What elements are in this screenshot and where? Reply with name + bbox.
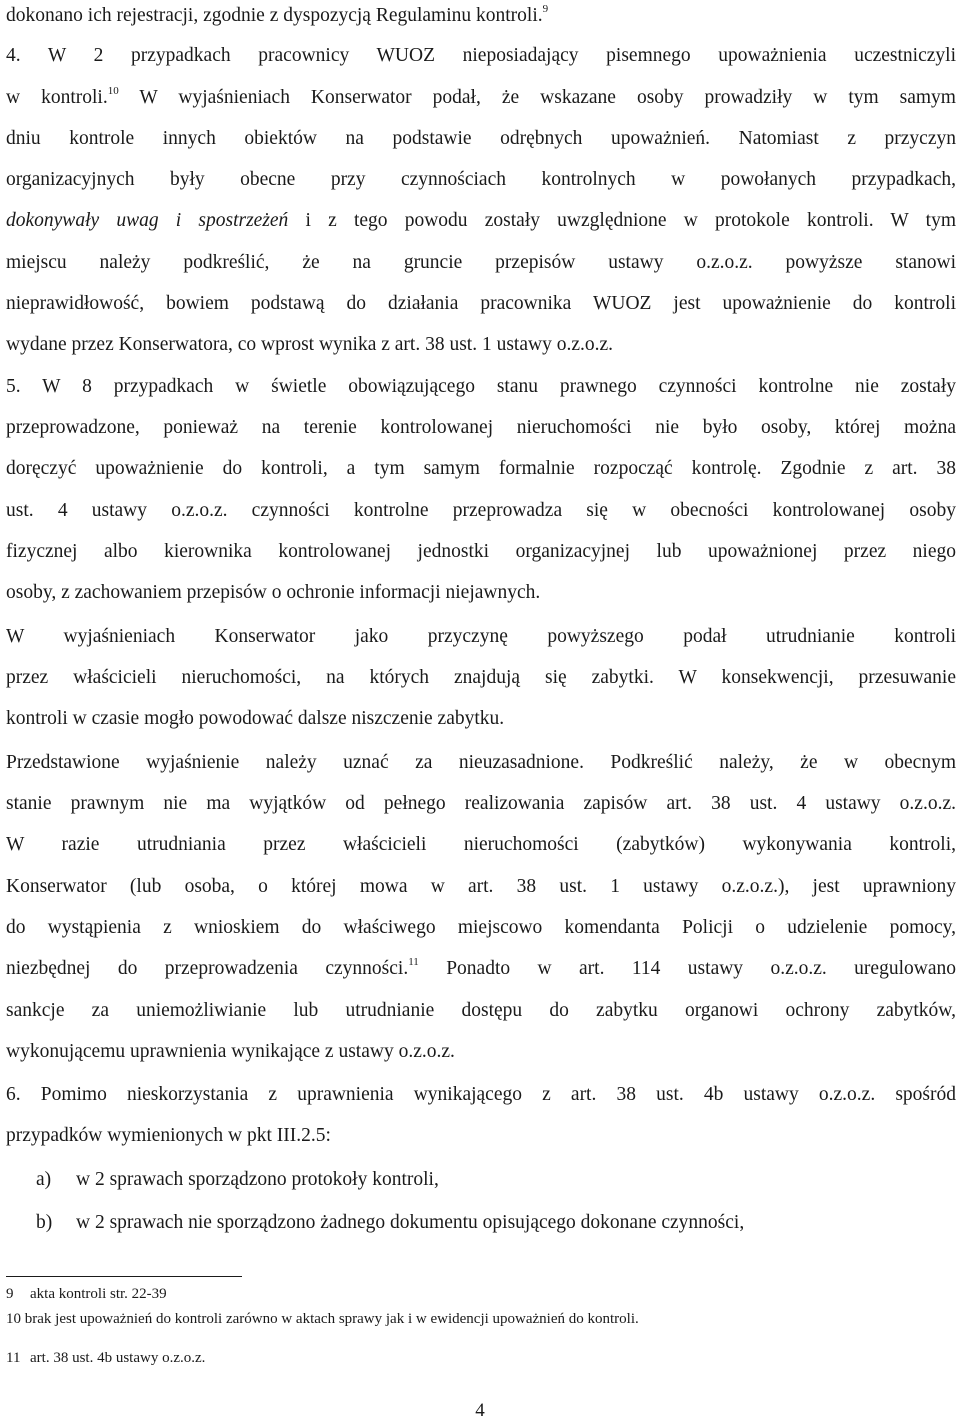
paragraph-line: niezbędnej do przeprowadzenia czynności.$^{11}$ Ponadto w art. 114 ustawy o.z.o.z. uregulowano [6, 956, 956, 979]
paragraph-line: doręczyć upoważnienie do kontroli, a tym samym formalnie rozpocząć kontrolę. Zgodnie z art. 38 [6, 458, 956, 479]
paragraph-line: nieprawidłowość, bowiem podstawą do działania pracownika WUOZ jest upoważnienie do kontroli [6, 293, 956, 314]
footnote-ref[interactable]: 11 [408, 956, 419, 968]
paragraph-line: przypadków wymienionych w pkt III.2.5: [6, 1125, 331, 1146]
footnote: 10 brak jest upoważnień do kontroli zarówno w aktach sprawy jak i w ewidencji upoważnień do kontroli. [6, 1311, 639, 1327]
footnote-ref[interactable]: 9 [542, 3, 549, 15]
paragraph-line: 4. W 2 przypadkach pracownicy WUOZ nieposiadający pisemnego upoważnienia uczestniczyli [6, 45, 956, 66]
paragraph-line: stanie prawnym nie ma wyjątków od pełnego realizowania zapisów art. 38 ust. 4 ustawy o.z.o.z. [6, 793, 956, 814]
paragraph-line: 6. Pomimo nieskorzystania z uprawnienia wynikającego z art. 38 ust. 4b ustawy o.z.o.z. spośród [6, 1084, 956, 1105]
list-marker: b) [36, 1212, 53, 1233]
paragraph-line: kontroli w czasie mogło powodować dalsze niszczenie zabytku. [6, 708, 505, 729]
paragraph-line: sankcje za uniemożliwianie lub utrudnianie dostępu do zabytku organowi ochrony zabytków, [6, 1000, 956, 1021]
paragraph-line: fizycznej albo kierownika kontrolowanej jednostki organizacyjnej lub upoważnionej przez niego [6, 541, 956, 562]
paragraph-line: wydane przez Konserwatora, co wprost wynika z art. 38 ust. 1 ustawy o.z.o.z. [6, 334, 614, 355]
paragraph-line: wykonującemu uprawnienia wynikające z ustawy o.z.o.z. [6, 1041, 455, 1062]
list-item: b) w 2 sprawach nie sporządzono żadnego dokumentu opisującego dokonane czynności, [36, 1212, 745, 1233]
paragraph-line: organizacyjnych były obecne przy czynnościach kontrolnych w powołanych przypadkach, [6, 169, 956, 190]
footnote: 11 art. 38 ust. 4b ustawy o.z.o.z. [6, 1350, 206, 1366]
paragraph-line: w kontroli.$^{10}$ W wyjaśnieniach Konserwator podał, że wskazane osoby prowadziły w tym samym [6, 85, 956, 108]
footnote-separator [6, 1276, 242, 1277]
paragraph-line: Przedstawione wyjaśnienie należy uznać za nieuzasadnione. Podkreślić należy, że w obecnym [6, 752, 956, 773]
paragraph-line: dokonywały uwag i spostrzeżeń i z tego powodu zostały uwzględnione w protokole kontroli. W tym [6, 210, 956, 231]
page-number: 4 [475, 1400, 485, 1421]
paragraph-line: dokonano ich rejestracji, zgodnie z dyspozycją Regulaminu kontroli.$^9$ [6, 3, 549, 26]
paragraph-line: W wyjaśnieniach Konserwator jako przyczynę powyższego podał utrudnianie kontroli [6, 626, 956, 647]
paragraph-line: dniu kontrole innych obiektów na podstawie odrębnych upoważnień. Natomiast z przyczyn [6, 128, 956, 149]
paragraph-line: przeprowadzone, ponieważ na terenie kontrolowanej nieruchomości nie było osoby, której można [6, 417, 956, 438]
paragraph-line: miejscu należy podkreślić, że na gruncie przepisów ustawy o.z.o.z. powyższe stanowi [6, 252, 956, 273]
paragraph-line: Konserwator (lub osoba, o której mowa w art. 38 ust. 1 ustawy o.z.o.z.), jest uprawniony [6, 876, 956, 897]
paragraph-line: osoby, z zachowaniem przepisów o ochronie informacji niejawnych. [6, 582, 541, 603]
footnote-ref[interactable]: 10 [107, 85, 119, 97]
paragraph-line: W razie utrudniania przez właścicieli nieruchomości (zabytków) wykonywania kontroli, [6, 834, 956, 855]
list-marker: a) [36, 1169, 52, 1190]
footnote: 9 akta kontroli str. 22-39 [6, 1286, 167, 1302]
paragraph-line: przez właścicieli nieruchomości, na których znajdują się zabytki. W konsekwencji, przesuwanie [6, 667, 956, 688]
paragraph-line: ust. 4 ustawy o.z.o.z. czynności kontrolne przeprowadza się w obecności kontrolowanej osoby [6, 500, 956, 521]
list-item: a) w 2 sprawach sporządzono protokoły kontroli, [36, 1169, 439, 1190]
paragraph-line: 5. W 8 przypadkach w świetle obowiązującego stanu prawnego czynności kontrolne nie zostały [6, 376, 956, 397]
paragraph-line: do wystąpienia z wnioskiem do właściwego miejscowo komendanta Policji o udzielenie pomocy, [6, 917, 956, 938]
